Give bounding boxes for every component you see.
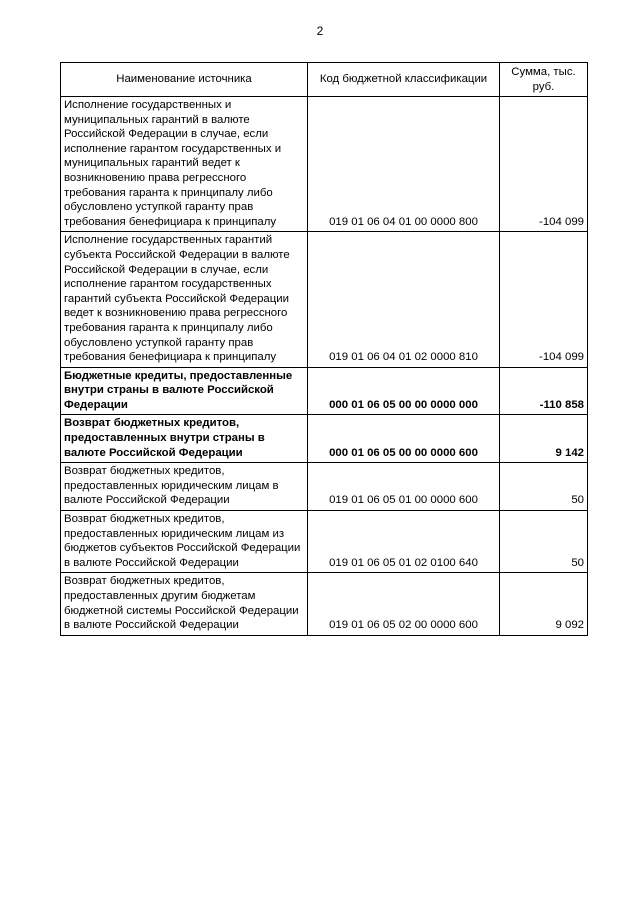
row-amount: -104 099 (500, 232, 588, 367)
table-row (61, 97, 588, 232)
table-row (61, 232, 588, 367)
row-name: Исполнение государственных гарантий субъекта Российской Федерации в валюте Российской Федерации в случае, если исполнение гарантом государственных гарантий субъекта Российской Федерации ведет к возникновению права регрессного требования гаранта к принципалу либо обусловлено уступкой гаранту прав требования бенефициара к принципалу (61, 232, 308, 367)
row-name: Бюджетные кредиты, предоставленные внутри страны в валюте Российской Федерации (61, 367, 308, 415)
table-row (61, 463, 588, 511)
row-amount: 50 (500, 463, 588, 511)
row-code: 019 01 06 05 01 00 0000 600 (308, 463, 500, 511)
row-amount: -104 099 (500, 97, 588, 232)
table-header (61, 63, 588, 97)
header-name: Наименование источника (61, 63, 308, 97)
table-row-bold (61, 367, 588, 415)
table-body (61, 97, 588, 636)
row-code: 019 01 06 04 01 00 0000 800 (308, 97, 500, 232)
row-name: Возврат бюджетных кредитов, предоставленных юридическим лицам в валюте Российской Федерации (61, 463, 308, 511)
row-amount: 9 092 (500, 573, 588, 635)
page-number: 2 (316, 24, 324, 38)
row-name: Возврат бюджетных кредитов, предоставленных юридическим лицам из бюджетов субъектов Российской Федерации в валюте Российской Федерации (61, 511, 308, 573)
table-row (61, 511, 588, 573)
row-name: Исполнение государственных и муниципальных гарантий в валюте Российской Федерации в случае, если исполнение гарантом государственных и муниципальных гарантий ведет к возникновению права регрессного требования гаранта к принципалу либо обусловлено уступкой гаранту прав требования бенефициара к принципалу (61, 97, 308, 232)
table-row (61, 573, 588, 635)
row-code: 019 01 06 04 01 02 0000 810 (308, 232, 500, 367)
row-name: Возврат бюджетных кредитов, предоставленных другим бюджетам бюджетной системы Российской Федерации в валюте Российской Федерации (61, 573, 308, 635)
budget-sources-table (60, 62, 588, 636)
row-amount: 50 (500, 511, 588, 573)
row-amount: 9 142 (500, 415, 588, 463)
header-code: Код бюджетной классификации (308, 63, 500, 97)
row-code: 019 01 06 05 01 02 0100 640 (308, 511, 500, 573)
table-row-bold (61, 415, 588, 463)
header-row (61, 63, 588, 97)
header-amount: Сумма, тыс. руб. (500, 63, 588, 97)
row-code: 000 01 06 05 00 00 0000 000 (308, 367, 500, 415)
row-name: Возврат бюджетных кредитов, предоставленных внутри страны в валюте Российской Федерации (61, 415, 308, 463)
row-code: 019 01 06 05 02 00 0000 600 (308, 573, 500, 635)
row-amount: -110 858 (500, 367, 588, 415)
row-code: 000 01 06 05 00 00 0000 600 (308, 415, 500, 463)
